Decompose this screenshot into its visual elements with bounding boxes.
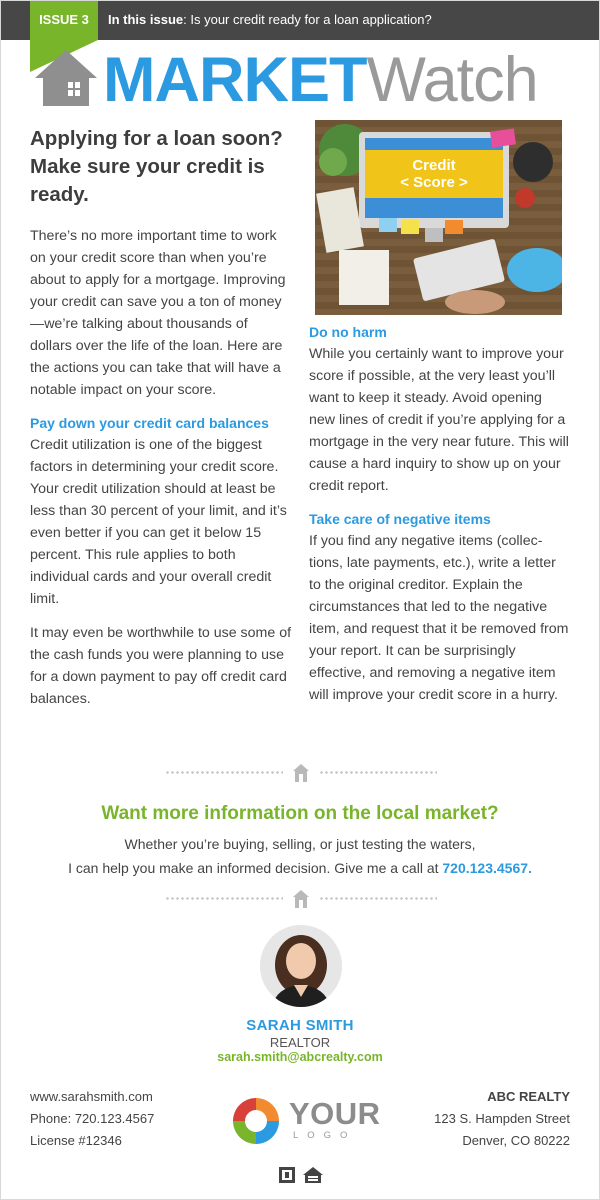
- realtor-equal-housing-icons: [277, 1165, 323, 1185]
- footer-street: 123 S. Hampden Street: [434, 1111, 570, 1126]
- section-heading-balances: Pay down your credit card balances: [30, 415, 269, 431]
- section-heading-do-no-harm: Do no harm: [309, 324, 387, 340]
- article-left-column: [30, 225, 292, 722]
- article-headline: Applying for a loan soon? Make sure your credit is ready.: [30, 127, 283, 206]
- article-right-column: [309, 322, 571, 718]
- swirl-logo-icon: [229, 1094, 283, 1148]
- intro-paragraph: There’s no more important time to work on your credit score than when you’re about to apply for a mortgage. Improving your credit can save you a ton of money—we’re talking about thousands of dollars over the life of the loan. Here are the actions you can take that will have a notable impact on your score.: [30, 228, 286, 398]
- section-divider: [165, 762, 437, 784]
- cta-line-2: I can help you make an informed decision. Give me a call at 720.123.4567.: [68, 860, 532, 876]
- footer-website-link[interactable]: www.sarahsmith.com: [30, 1089, 153, 1104]
- divider-dots-right: [319, 897, 437, 900]
- masthead-title: MARKETWatch: [103, 45, 538, 115]
- balances-paragraph-2: It may even be worthwhile to use some of the cash funds you were planning to use for a down payment to pay off credit card balances.: [30, 625, 292, 707]
- credit-score-photo: [315, 120, 562, 315]
- agent-name: SARAH SMITH: [246, 1017, 354, 1034]
- divider-dots-right: [319, 771, 437, 774]
- do-no-harm-paragraph: While you certainly want to improve your score if possible, at the very least you’ll want to keep it steady. Avoid opening new lines of credit if you’re applying for a mortgage in the very near future. This will cause a hard inquiry to show up on your credit report.: [309, 346, 569, 494]
- negative-items-paragraph: If you find any negative items (collec-tions, late payments, etc.), write a letter to the original creditor. Explain the circumstances that led to the negative item, and request that it be removed from your report. It can be surprisingly effective, and removing a negative item will improve your credit score in a hurry.: [309, 533, 569, 703]
- photo-screen-word: Credit: [412, 157, 456, 174]
- footer-city: Denver, CO 80222: [462, 1133, 570, 1148]
- issue-label: ISSUE 3: [39, 12, 89, 27]
- in-this-issue: In this issue: Is your credit ready for a loan application?: [108, 12, 432, 27]
- section-divider-2: [165, 888, 437, 910]
- company-logo: [229, 1094, 381, 1150]
- cta-line-1: Whether you’re buying, selling, or just testing the waters,: [124, 836, 476, 852]
- balances-paragraph: Credit utilization is one of the biggest factors in determining your credit score. Your credit utilization should at least be less than 30 percent of your limit, and it’s even better if you can get it below 15 percent. This rule applies to both individual cards and your overall credit limit.: [30, 437, 287, 607]
- cta-text: [0, 832, 600, 880]
- house-logo-icon: [35, 48, 97, 108]
- divider-dots-left: [165, 897, 283, 900]
- cta-phone-link[interactable]: 720.123.4567: [442, 860, 529, 876]
- house-ornament-icon: [291, 762, 311, 784]
- footer-license: License #12346: [30, 1133, 122, 1148]
- cta-title: Want more information on the local market?: [101, 803, 499, 824]
- section-heading-negative-items: Take care of negative items: [309, 511, 491, 527]
- agent-role: REALTOR: [269, 1035, 331, 1050]
- footer-company-name: ABC REALTY: [487, 1089, 570, 1104]
- agent-avatar: [260, 925, 342, 1007]
- footer-phone: Phone: 720.123.4567: [30, 1111, 155, 1126]
- footer-company: [434, 1086, 570, 1152]
- divider-dots-left: [165, 771, 283, 774]
- footer-contact: [30, 1086, 154, 1152]
- house-ornament-icon: [291, 888, 311, 910]
- logo-word: YOUR: [289, 1096, 381, 1131]
- logo-word-2: LOGO: [293, 1130, 357, 1141]
- agent-email-link[interactable]: sarah.smith@abcrealty.com: [217, 1050, 383, 1064]
- photo-screen-word-2: < Score >: [400, 174, 468, 191]
